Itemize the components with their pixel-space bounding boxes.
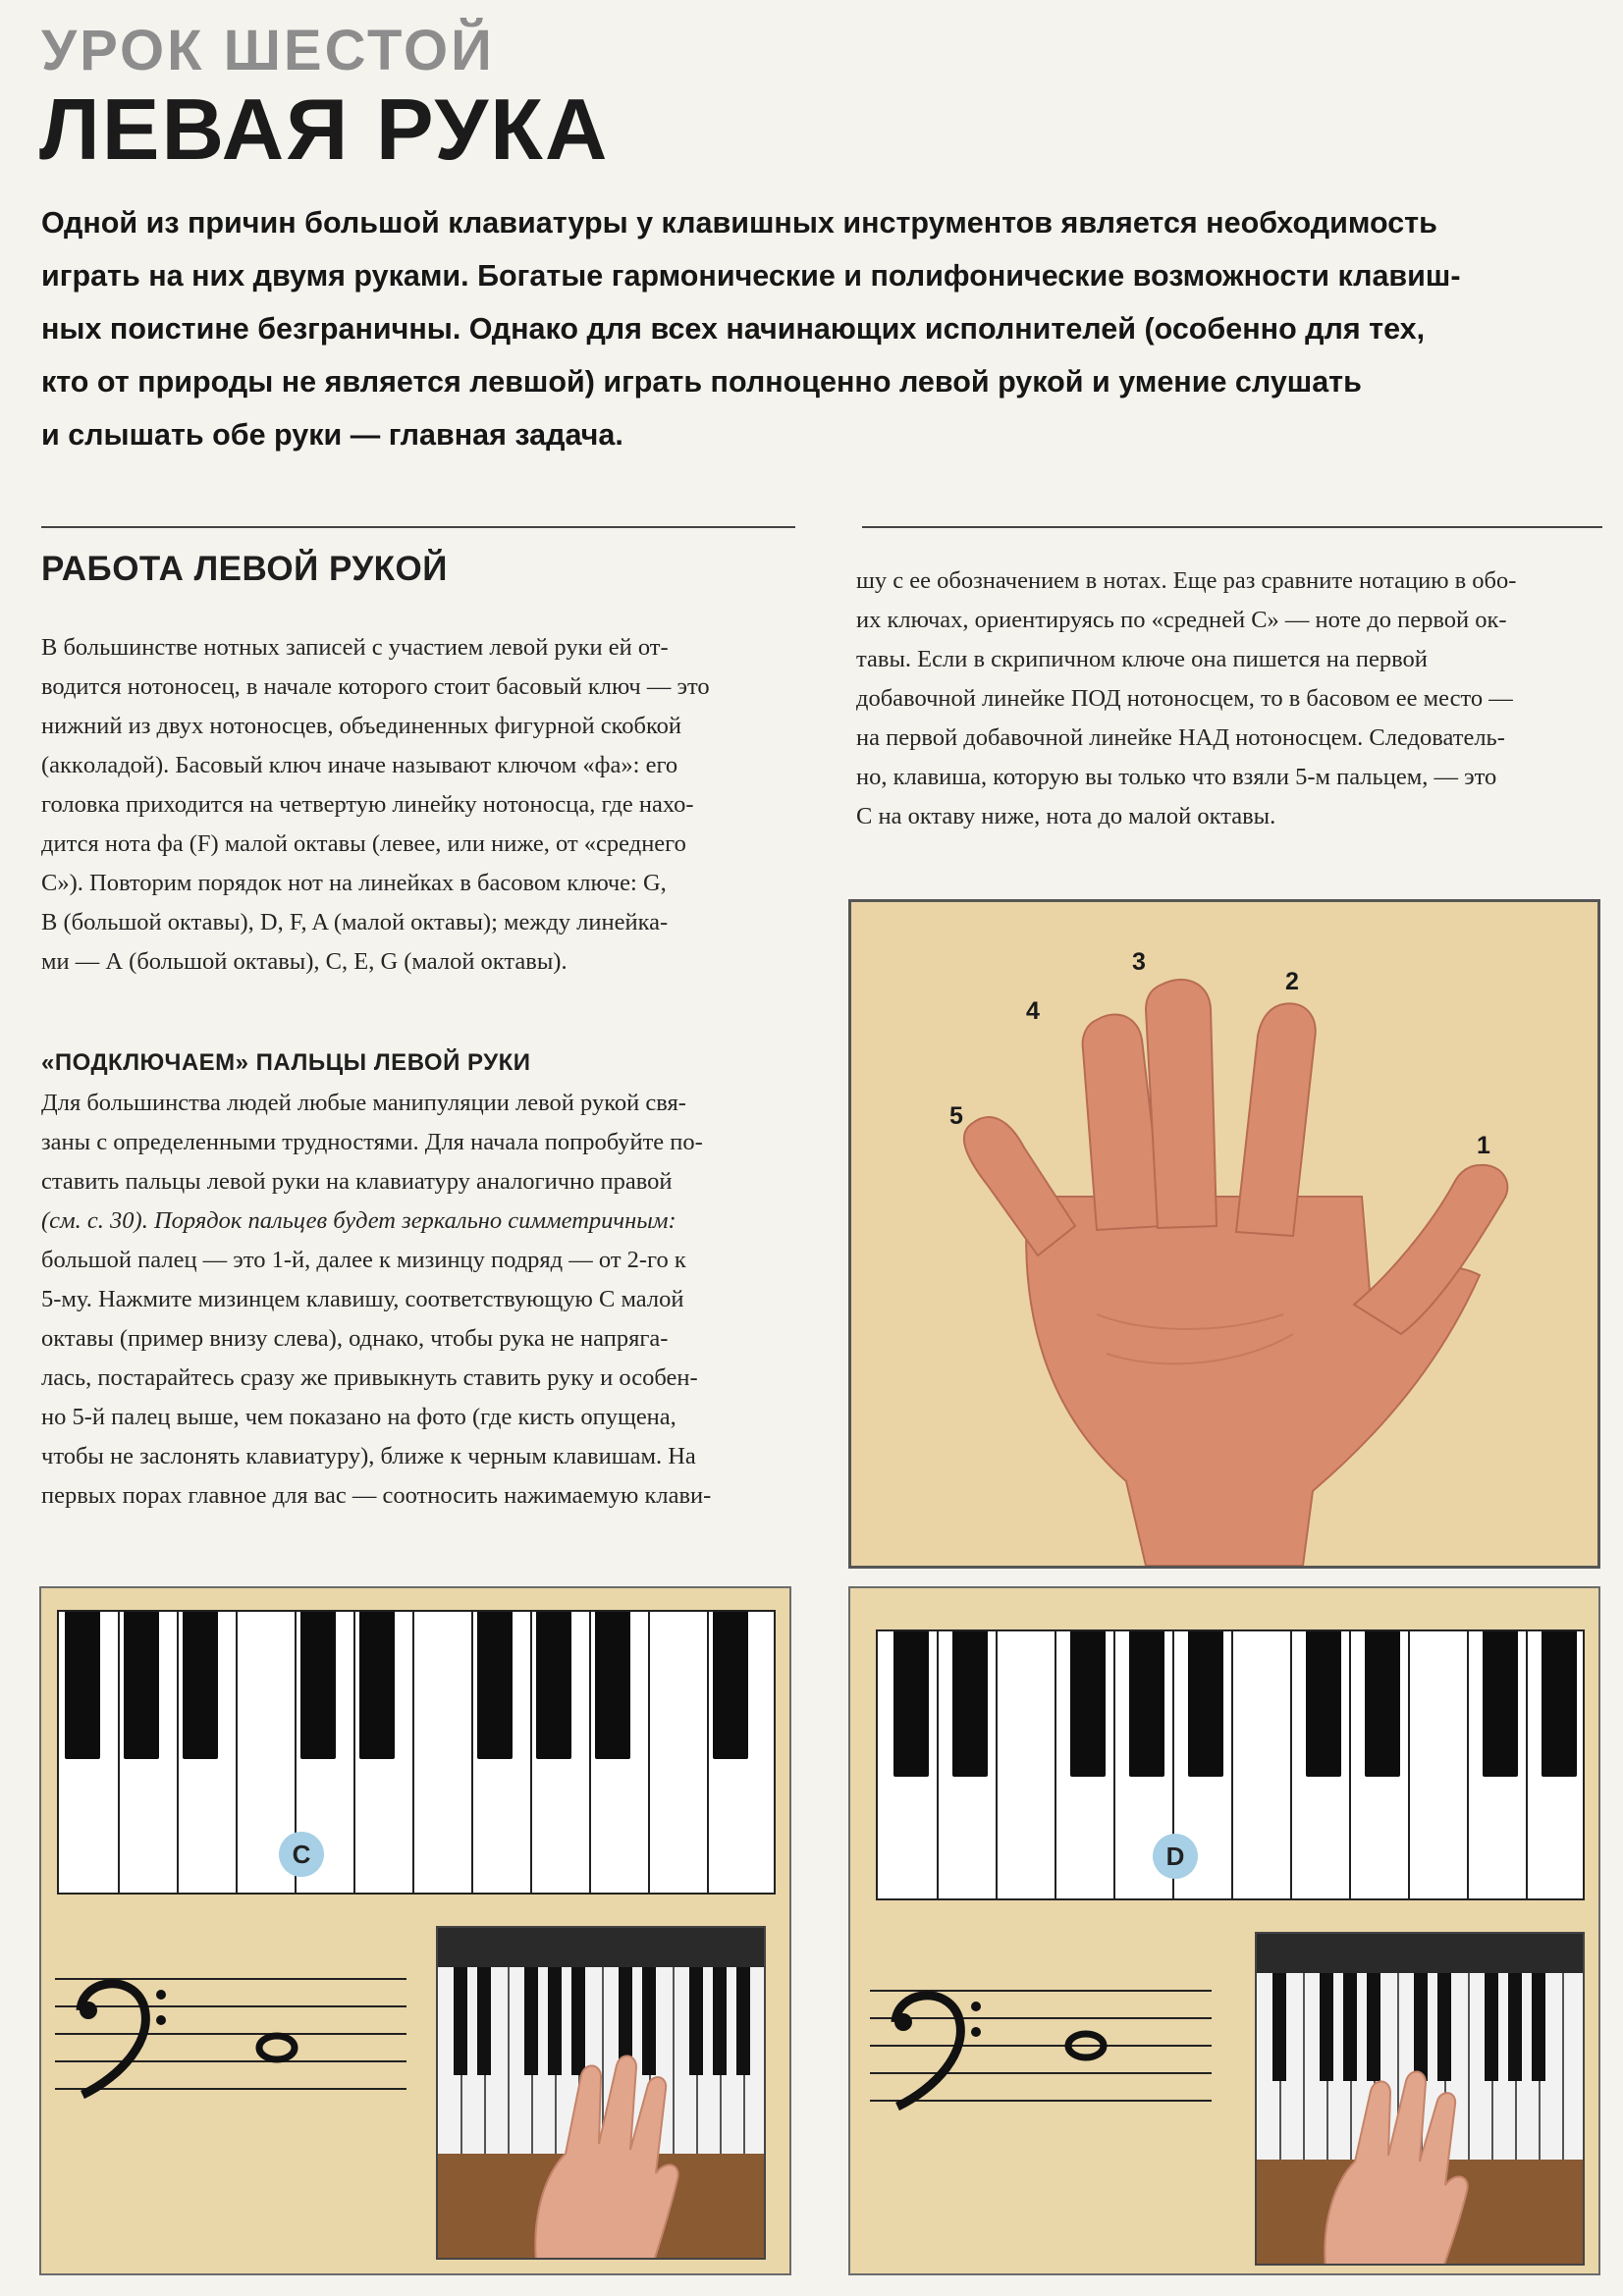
intro-line: кто от природы не является левшой) играть полноценно левой рукой и умение слушать [41,365,1362,399]
body-line: добавочной линейке ПОД нотоносцем, то в басовом ее место — [856,685,1513,712]
bass-clef-icon [894,1996,981,2107]
body-line: тавы. Если в скрипичном ключе она пишется на первой [856,646,1428,672]
body-line: дится нота фа (F) малой октавы (левее, или ниже, от «среднего [41,830,686,857]
body-line: Для большинства людей любые манипуляции левой рукой свя- [41,1090,686,1116]
section-work-body [41,628,797,982]
whole-note-c [259,2036,295,2059]
page-title: ЛЕВАЯ РУКА [39,80,610,178]
section-heading-fingers: «ПОДКЛЮЧАЕМ» ПАЛЬЦЫ ЛЕВОЙ РУКИ [41,1049,531,1076]
divider-right [862,526,1602,528]
body-line: (аккoладой). Басовый ключ иначе называют ключом «фа»: его [41,752,678,778]
body-line: шу с ее обозначением в нотах. Еще раз сравните нотацию в обо- [856,567,1517,594]
intro-paragraph [41,196,1583,461]
intro-line: Одной из причин большой клавиатуры у клавишных инструментов является необходимость [41,206,1437,240]
intro-line: и слышать обе руки — главная задача. [41,418,623,452]
hand-on-keys-photo [1257,1934,1585,2266]
body-line: С»). Повторим порядок нот на линейках в басовом ключе: G, [41,870,667,896]
keyboard-panel-c [39,1586,791,2275]
hand-photo-c [436,1926,766,2260]
body-line: их ключах, ориентируясь по «средней С» — ноте до первой ок- [856,607,1507,633]
finger-label-5: 5 [949,1102,963,1130]
section-heading-work: РАБОТА ЛЕВОЙ РУКОЙ [41,550,448,588]
lesson-kicker: УРОК ШЕСТОЙ [41,19,495,82]
note-badge-d: D [1153,1834,1198,1879]
body-line: октавы (пример внизу слева), однако, чтобы рука не напряга- [41,1325,669,1352]
body-line: С на октаву ниже, нота до малой октавы. [856,803,1276,829]
body-line: большой палец — это 1-й, далее к мизинцу подряд — от 2-го к [41,1247,686,1273]
note-badge-c: C [279,1832,324,1877]
body-line: В большинстве нотных записей с участием левой руки ей от- [41,634,669,661]
body-line: ставить пальцы левой руки на клавиатуру аналогично правой [41,1168,673,1195]
body-line: первых порах главное для вас — соотносить нажимаемую клави- [41,1482,712,1509]
body-line: ми — А (большой октавы), C, E, G (малой октавы). [41,948,568,975]
finger-label-4: 4 [1026,997,1040,1025]
section-fingers-body [41,1084,797,1516]
intro-line: играть на них двумя руками. Богатые гармонические и полифонические возможности клавиш- [41,259,1461,293]
body-line: нижний из двух нотоносцев, объединенных фигурной скобкой [41,713,682,739]
body-line: чтобы не заслонять клавиатуру), ближе к черным клавишам. На [41,1443,696,1469]
body-line: заны с определенными трудностями. Для начала попробуйте по- [41,1129,703,1155]
body-line: 5-му. Нажмите мизинцем клавишу, соответствующую С малой [41,1286,684,1312]
body-line: на первой добавочной линейке НАД нотоносцем. Следователь- [856,724,1505,751]
body-line: лась, постарайтесь сразу же привыкнуть ставить руку и особен- [41,1364,698,1391]
keyboard-panel-d [848,1586,1600,2275]
finger-label-1: 1 [1477,1132,1490,1159]
body-line: B (большой октавы), D, F, A (малой октавы); между линейка- [41,909,669,935]
body-line: головка приходится на четвертую линейку нотоносца, где нахо- [41,791,694,818]
hand-photo-d [1255,1932,1585,2266]
body-line: (см. с. 30). Порядок пальцев будет зеркально симметричным: [41,1207,676,1234]
intro-line: ных поистине безграничны. Однако для всех начинающих исполнителей (особенно для тех, [41,312,1426,346]
left-hand-figure [848,899,1600,1569]
body-line: но 5-й палец выше, чем показано на фото (где кисть опущена, [41,1404,676,1430]
left-hand-illustration [851,902,1597,1566]
finger-label-3: 3 [1132,948,1146,976]
body-line: но, клавиша, которую вы только что взяли 5-м пальцем, — это [856,764,1497,790]
hand-on-keys-photo [438,1928,766,2260]
body-line: водится нотоносец, в начале которого стоит басовый ключ — это [41,673,710,700]
section-right-body [856,561,1612,836]
divider-left [41,526,795,528]
finger-label-2: 2 [1285,968,1299,995]
bass-clef-icon [80,1984,166,2095]
